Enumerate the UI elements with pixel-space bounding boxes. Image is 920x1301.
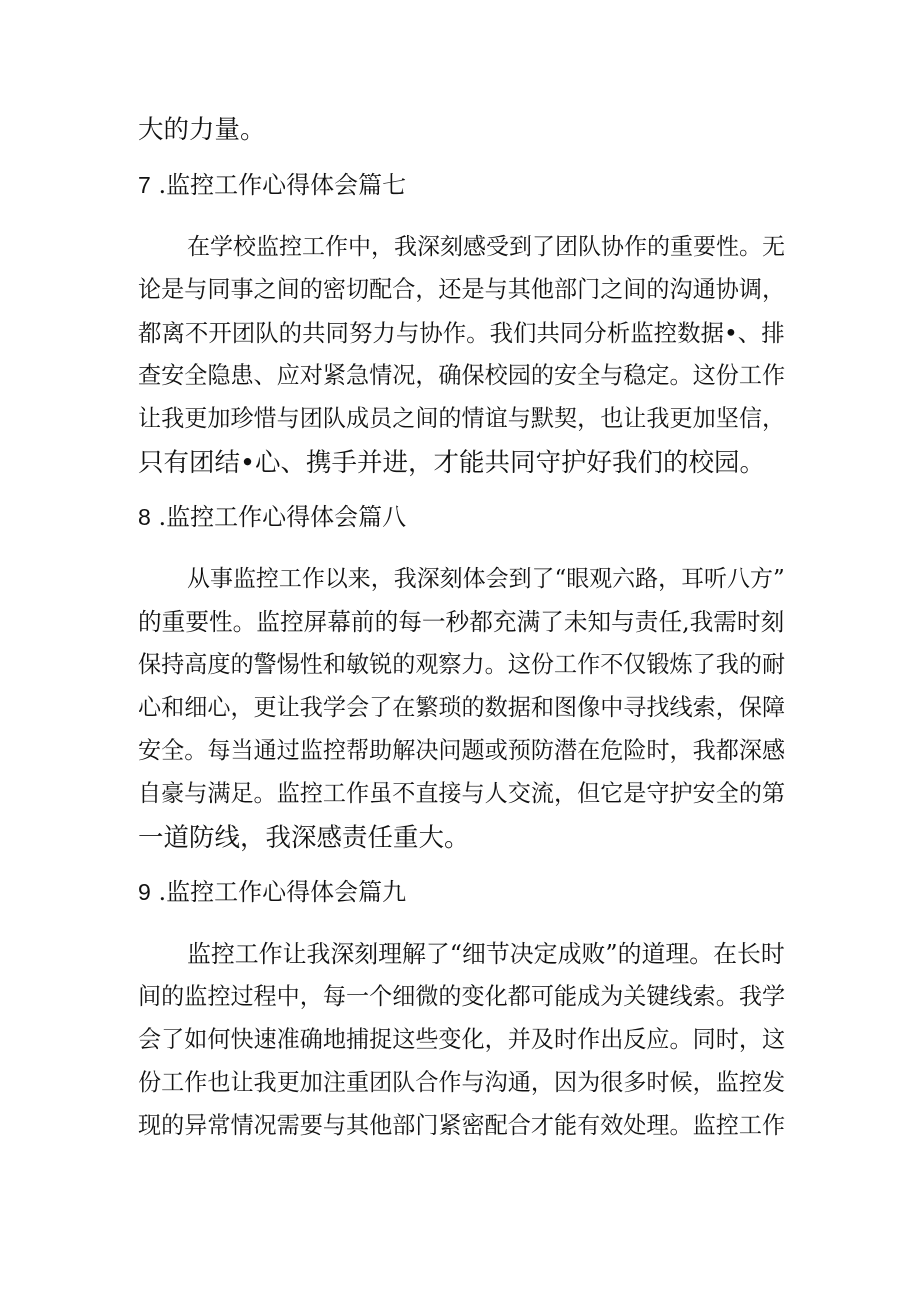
section-number: 7 — [138, 172, 151, 198]
paragraph-line: 现的异常情况需要与其他部门紧密配合才能有效处理。监控工作 — [138, 1113, 786, 1139]
paragraph-line: 心和细心，更让我学会了在繁琐的数据和图像中寻找线索，保障 — [138, 695, 786, 721]
paragraph-line: 一道防线，我深感责任重大。 — [138, 823, 470, 853]
paragraph-line: 的重要性。监控屏幕前的每一秒都充满了未知与责任,我需时刻 — [138, 608, 785, 636]
fragment-line: 大的力量。 — [138, 115, 266, 145]
section-title: .监控工作心得体会篇八 — [158, 503, 407, 531]
section-heading-8 — [138, 500, 406, 534]
paragraph-line: 间的监控过程中，每一个细微的变化都可能成为关键线索。我学 — [138, 984, 786, 1010]
paragraph-line: 论是与同事之间的密切配合，还是与其他部门之间的沟通协调， — [138, 277, 786, 303]
section-heading-7 — [138, 168, 406, 202]
paragraph-line: 保持高度的警惕性和敏锐的观察力。这份工作不仅锻炼了我的耐 — [138, 652, 786, 678]
section-title: .监控工作心得体会篇九 — [158, 878, 407, 906]
section-title: .监控工作心得体会篇七 — [158, 171, 407, 199]
paragraph-line: 只有团结•心、携手并进，才能共同守护好我们的校园。 — [138, 448, 766, 478]
section-heading-9 — [138, 875, 406, 909]
paragraph-line: 自豪与满足。监控工作虽不直接与人交流，但它是守护安全的第 — [138, 781, 786, 807]
paragraph-line: 在学校监控工作中，我深刻感受到了团队协作的重要性。无 — [187, 234, 785, 260]
section-number: 8 — [138, 504, 151, 530]
paragraph-line: 从事监控工作以来，我深刻体会到了“眼观六路，耳听八方” — [187, 566, 785, 592]
paragraph-line: 监控工作让我深刻理解了“细节决定成败”的道理。在长时 — [187, 940, 785, 968]
paragraph-line: 都离不开团队的共同努力与协作。我们共同分析监控数据•、排 — [138, 319, 785, 347]
paragraph-line: 查安全隐患、应对紧急情况，确保校园的安全与稳定。这份工作 — [138, 363, 786, 389]
paragraph-line: 安全。每当通过监控帮助解决问题或预防潜在危险时，我都深感 — [138, 738, 786, 764]
paragraph-line: 会了如何快速准确地捕捉这些变化，并及时作出反应。同时，这 — [138, 1027, 786, 1053]
section-number: 9 — [138, 879, 151, 905]
paragraph-line: 份工作也让我更加注重团队合作与沟通，因为很多时候，监控发 — [138, 1070, 786, 1096]
paragraph-line: 让我更加珍惜与团队成员之间的情谊与默契，也让我更加坚信， — [138, 406, 786, 432]
